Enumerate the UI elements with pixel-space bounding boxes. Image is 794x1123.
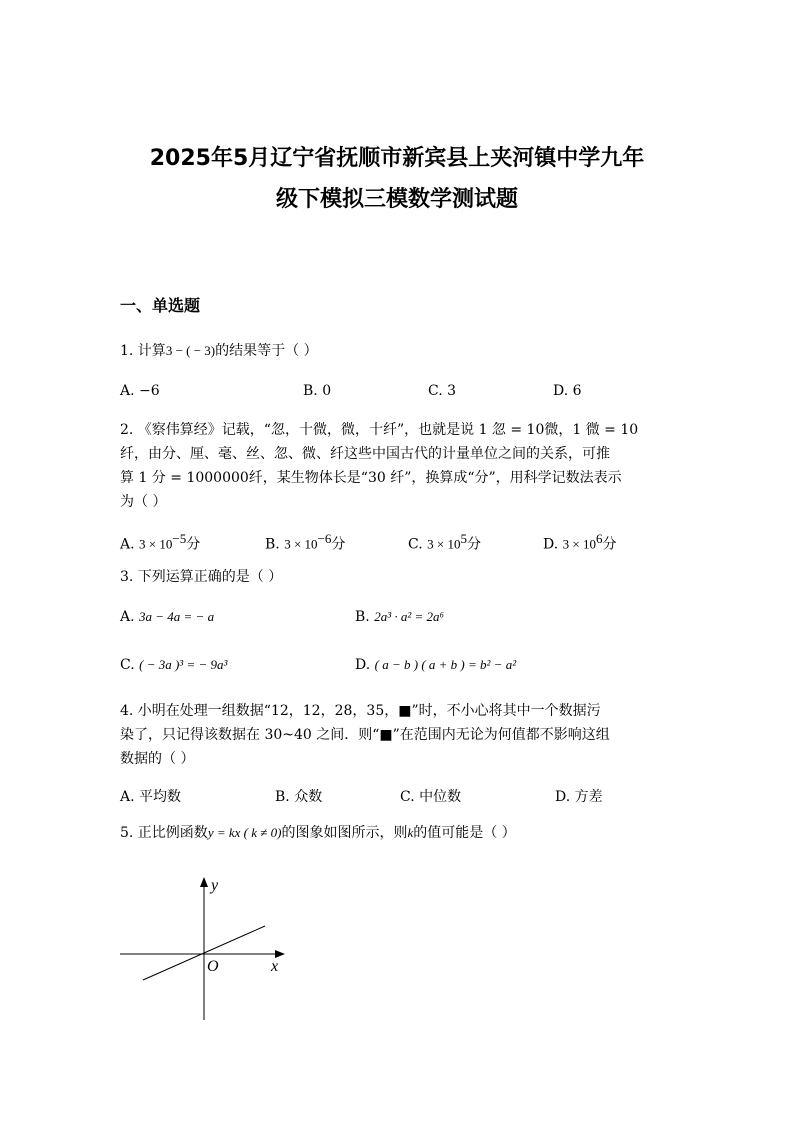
question-1-option-a[interactable]: A. −6 [120,383,160,399]
question-2-option-a[interactable]: A. $3 \times 10^{-5}$分 [120,531,201,553]
x-axis-arrow [275,950,285,958]
question-1-option-d[interactable]: D. 6 [553,383,582,399]
question-5-middle: 的图象如图所示，则 [281,825,408,841]
question-3-option-a[interactable]: A. 3a − 4a = − a [120,609,215,625]
question-4-line-3: 数据的（ ） [120,751,195,767]
section-heading: 一、单选题 [120,296,201,315]
question-1-option-b[interactable]: B. 0 [303,383,332,399]
question-3-option-c[interactable]: C. ( − 3a )³ = − 9a³ [120,657,228,673]
question-2-option-c[interactable]: C. $3 \times 10^5$分 [408,531,481,553]
question-5-stem [120,822,516,844]
question-4-option-c[interactable]: C. 中位数 [400,789,462,805]
question-5-prefix: 5. 正比例函数 [120,825,208,841]
question-1-prefix: 1. 计算 [120,343,166,359]
question-4-option-b[interactable]: B. 众数 [275,789,323,805]
question-4-line-1: 4. 小明在处理一组数据“12，12，28，35，■”时，不小心将其中一个数据污 [120,703,601,719]
question-5-k: k [407,825,414,840]
y-axis-label: y [211,877,219,894]
question-1-suffix: 的结果等于（ ） [215,343,318,359]
y-axis-arrow [200,877,208,887]
question-2-line-2: 纤，由分、厘、毫、丝、忽、微、纤这些中国古代的计量单位之间的关系，可推 [120,446,610,462]
question-4-option-a[interactable]: A. 平均数 [120,789,182,805]
question-4-line-2: 染了，只记得该数据在 30~40 之间．则“■”在范围内无论为何值都不影响这组 [120,727,610,743]
question-5-suffix: 的值可能是（ ） [413,825,516,841]
x-axis-label: x [271,958,279,975]
page-title-line-1: 2025年5月辽宁省抚顺市新宾县上夹河镇中学九年 [149,146,645,171]
question-1-stem [120,340,318,362]
question-1-option-c[interactable]: C. 3 [428,383,457,399]
question-3-stem: 3. 下列运算正确的是（ ） [120,569,283,585]
question-5-graph [115,870,295,1030]
question-2-line-3: 算 1 分 = 1000000纤，某生物体长是“30 纤”，换算成“分”，用科学记数法表示 [120,470,622,486]
question-4-option-d[interactable]: D. 方差 [555,789,603,805]
question-3-option-b[interactable]: B. 2a³ · a² = 2a⁶ [355,609,445,625]
origin-label: O [207,958,219,975]
question-3-option-d[interactable]: D. ( a − b ) ( a + b ) = b² − a² [355,657,517,673]
question-2-option-d[interactable]: D. $3 \times 10^6$分 [543,531,617,553]
page-title-line-2: 级下模拟三模数学测试题 [275,187,518,212]
question-1-expression: 3 − ( − 3) [165,343,216,358]
question-2-line-4: 为（ ） [120,494,167,510]
question-5-expression: y = kx ( k ≠ 0) [207,825,282,840]
question-2-line-1: 2. 《察伟算经》记载，“忽，十微，微，十纤”，也就是说 1 忽 = 10微，1 微 = 10 [120,422,639,438]
question-2-option-b[interactable]: B. $3 \times 10^{-6}$分 [265,531,346,553]
